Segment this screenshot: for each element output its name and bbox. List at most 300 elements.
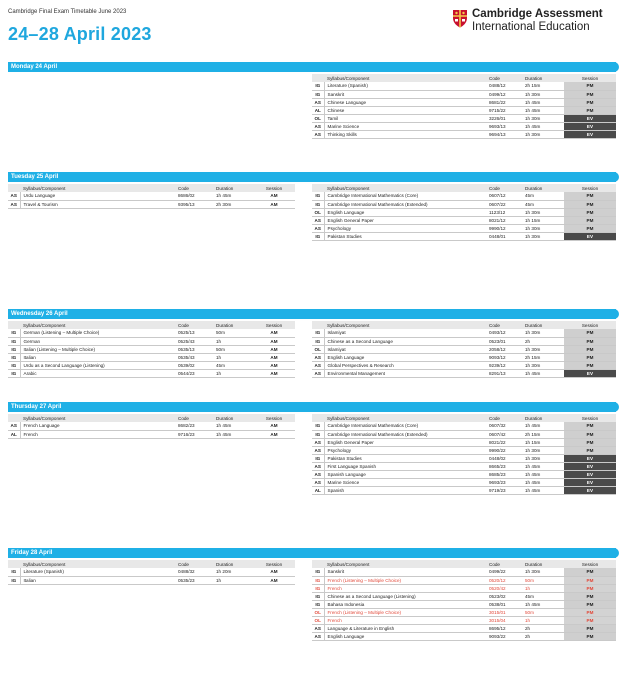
- level-cell: OL: [312, 608, 324, 616]
- level-cell: IG: [312, 584, 324, 592]
- duration-cell: 2h 15m: [522, 353, 564, 361]
- syllabus-cell: First Language Spanish: [324, 462, 486, 470]
- syllabus-cell: Psychology: [324, 446, 486, 454]
- syllabus-cell: Bahasa Indonesia: [324, 600, 486, 608]
- code-header: Code: [486, 560, 522, 568]
- day-section: [8, 548, 616, 639]
- syllabus-header: Syllabus/Component: [20, 321, 175, 329]
- code-cell: 0607/42: [486, 430, 522, 438]
- syllabus-header: Syllabus/Component: [20, 184, 175, 192]
- code-cell: 0488/12: [486, 82, 522, 90]
- level-cell: IG: [312, 592, 324, 600]
- table-row: [312, 454, 616, 462]
- duration-cell: 1h: [522, 584, 564, 592]
- syllabus-cell: Cambridge International Mathematics (Core): [324, 422, 486, 430]
- timetable-left: [8, 560, 295, 585]
- syllabus-cell: Italian (Listening – Multiple Choice): [20, 345, 175, 353]
- syllabus-cell: Cambridge International Mathematics (Extended): [324, 430, 486, 438]
- code-cell: 0493/12: [486, 329, 522, 337]
- code-cell: 3015/04: [486, 616, 522, 624]
- syllabus-cell: Cambridge International Mathematics (Core): [324, 192, 486, 200]
- code-cell: 9693/13: [486, 122, 522, 130]
- session-cell: EV: [564, 232, 616, 240]
- session-cell: PM: [564, 98, 616, 106]
- duration-cell: 1h 45m: [522, 98, 564, 106]
- crest-icon: [452, 9, 468, 28]
- level-cell: OL: [312, 616, 324, 624]
- duration-cell: 1h 45m: [522, 600, 564, 608]
- session-cell: AM: [253, 329, 295, 337]
- table-row: [312, 584, 616, 592]
- level-cell: IG: [312, 422, 324, 430]
- level-cell: AS: [8, 422, 20, 430]
- level-cell: AS: [8, 192, 20, 200]
- timetable-left: [8, 321, 295, 378]
- syllabus-cell: Psychology: [324, 224, 486, 232]
- syllabus-cell: French: [324, 584, 486, 592]
- logo-line2: International Education: [472, 20, 590, 33]
- level-cell: IG: [312, 576, 324, 584]
- table-row: [312, 568, 616, 576]
- session-cell: PM: [564, 353, 616, 361]
- session-cell: EV: [564, 114, 616, 122]
- code-cell: 9694/13: [486, 130, 522, 138]
- duration-cell: 50m: [213, 345, 253, 353]
- level-header: [8, 560, 20, 568]
- level-cell: AS: [312, 478, 324, 486]
- table-row: [312, 353, 616, 361]
- syllabus-cell: Marine Science: [324, 122, 486, 130]
- duration-header: Duration: [522, 74, 564, 82]
- code-cell: 9093/12: [486, 353, 522, 361]
- code-cell: 0607/22: [486, 200, 522, 208]
- table-row: [312, 430, 616, 438]
- level-cell: AS: [312, 369, 324, 377]
- table-row: [312, 82, 616, 90]
- syllabus-cell: Cambridge International Mathematics (Extended): [324, 200, 486, 208]
- table-row: [312, 624, 616, 632]
- table-row: [312, 329, 616, 337]
- duration-cell: 2h 15m: [522, 82, 564, 90]
- code-cell: 9990/22: [486, 446, 522, 454]
- session-cell: AM: [253, 353, 295, 361]
- level-cell: OL: [312, 114, 324, 122]
- session-cell: PM: [564, 216, 616, 224]
- duration-cell: 1h 30m: [522, 361, 564, 369]
- code-cell: 0607/12: [486, 192, 522, 200]
- level-cell: IG: [312, 600, 324, 608]
- table-header: [8, 321, 295, 329]
- syllabus-header: Syllabus/Component: [324, 321, 486, 329]
- duration-cell: 1h 30m: [522, 208, 564, 216]
- table-row: [8, 200, 295, 208]
- level-cell: OL: [312, 345, 324, 353]
- level-cell: AL: [8, 430, 20, 438]
- duration-header: Duration: [213, 560, 253, 568]
- table-row: [312, 345, 616, 353]
- level-header: [312, 74, 324, 82]
- duration-cell: 1h 45m: [522, 106, 564, 114]
- syllabus-cell: German: [20, 337, 175, 345]
- duration-cell: 45m: [213, 361, 253, 369]
- session-cell: AM: [253, 422, 295, 430]
- duration-cell: 1h 30m: [522, 232, 564, 240]
- timetable-right: [312, 560, 616, 641]
- code-cell: 8021/22: [486, 438, 522, 446]
- table-header: [312, 321, 616, 329]
- table-row: [312, 422, 616, 430]
- session-header: Session: [253, 414, 295, 422]
- duration-cell: 1h 45m: [522, 369, 564, 377]
- code-cell: 0535/23: [175, 576, 213, 584]
- level-cell: AS: [312, 624, 324, 632]
- session-cell: PM: [564, 584, 616, 592]
- table-row: [312, 224, 616, 232]
- session-cell: PM: [564, 422, 616, 430]
- table-row: [312, 600, 616, 608]
- session-cell: PM: [564, 200, 616, 208]
- table-row: [312, 232, 616, 240]
- timetable-right: [312, 184, 616, 241]
- duration-cell: 50m: [522, 608, 564, 616]
- level-cell: IG: [312, 337, 324, 345]
- duration-cell: 1h 30m: [522, 90, 564, 98]
- level-header: [312, 414, 324, 422]
- syllabus-cell: French Language: [20, 422, 175, 430]
- code-cell: 0535/13: [175, 345, 213, 353]
- session-cell: AM: [253, 200, 295, 208]
- table-row: [8, 361, 295, 369]
- code-cell: 9093/22: [486, 632, 522, 640]
- code-cell: 0488/32: [175, 568, 213, 576]
- table-row: [312, 608, 616, 616]
- syllabus-cell: French (Listening – Multiple Choice): [324, 576, 486, 584]
- syllabus-cell: English General Paper: [324, 216, 486, 224]
- syllabus-header: Syllabus/Component: [324, 560, 486, 568]
- timetable-left: [8, 184, 295, 209]
- duration-cell: 1h 30m: [522, 224, 564, 232]
- code-cell: 9715/22: [486, 106, 522, 114]
- level-cell: AS: [312, 216, 324, 224]
- duration-header: Duration: [213, 414, 253, 422]
- syllabus-cell: Chinese as a Second Language (Listening): [324, 592, 486, 600]
- level-cell: AS: [312, 122, 324, 130]
- doc-subtitle: Cambridge Final Exam Timetable June 2023: [8, 9, 127, 15]
- session-cell: AM: [253, 345, 295, 353]
- cambridge-logo: [452, 9, 603, 33]
- session-header: Session: [253, 560, 295, 568]
- duration-cell: 1h: [213, 337, 253, 345]
- code-cell: 1123/12: [486, 208, 522, 216]
- level-header: [312, 560, 324, 568]
- level-cell: IG: [312, 329, 324, 337]
- table-row: [312, 130, 616, 138]
- session-header: Session: [564, 321, 616, 329]
- code-cell: 2058/12: [486, 345, 522, 353]
- session-cell: PM: [564, 329, 616, 337]
- syllabus-cell: Language & Literature in English: [324, 624, 486, 632]
- duration-cell: 2h 15m: [522, 430, 564, 438]
- table-row: [312, 470, 616, 478]
- level-cell: AS: [312, 361, 324, 369]
- code-cell: 0520/12: [486, 576, 522, 584]
- syllabus-cell: English General Paper: [324, 438, 486, 446]
- level-cell: IG: [312, 430, 324, 438]
- syllabus-cell: French (Listening – Multiple Choice): [324, 608, 486, 616]
- level-cell: IG: [8, 329, 20, 337]
- duration-cell: 45m: [522, 192, 564, 200]
- level-cell: AS: [312, 462, 324, 470]
- logo-line1: Cambridge Assessment: [472, 8, 603, 20]
- code-header: Code: [175, 414, 213, 422]
- syllabus-cell: Literature (Spanish): [324, 82, 486, 90]
- session-cell: PM: [564, 592, 616, 600]
- session-cell: PM: [564, 208, 616, 216]
- syllabus-cell: French: [20, 430, 175, 438]
- syllabus-cell: Pakistan Studies: [324, 232, 486, 240]
- syllabus-header: Syllabus/Component: [20, 560, 175, 568]
- code-cell: 0607/32: [486, 422, 522, 430]
- session-cell: PM: [564, 90, 616, 98]
- duration-cell: 1h: [213, 576, 253, 584]
- session-cell: PM: [564, 608, 616, 616]
- table-row: [312, 616, 616, 624]
- session-cell: PM: [564, 361, 616, 369]
- timetable-right: [312, 321, 616, 378]
- syllabus-header: Syllabus/Component: [20, 414, 175, 422]
- syllabus-cell: English Language: [324, 632, 486, 640]
- table-row: [312, 361, 616, 369]
- duration-header: Duration: [522, 321, 564, 329]
- duration-cell: 1h: [522, 616, 564, 624]
- code-cell: 8695/12: [486, 624, 522, 632]
- code-cell: 0544/23: [175, 369, 213, 377]
- syllabus-cell: English Language: [324, 353, 486, 361]
- level-cell: IG: [312, 82, 324, 90]
- session-cell: PM: [564, 600, 616, 608]
- table-row: [312, 216, 616, 224]
- code-cell: 0448/02: [486, 454, 522, 462]
- level-cell: AS: [8, 200, 20, 208]
- level-cell: AS: [312, 632, 324, 640]
- level-cell: IG: [8, 361, 20, 369]
- duration-cell: 1h 45m: [522, 122, 564, 130]
- session-cell: PM: [564, 106, 616, 114]
- duration-cell: 2h: [522, 337, 564, 345]
- table-row: [312, 122, 616, 130]
- session-header: Session: [564, 414, 616, 422]
- code-cell: 9395/13: [175, 200, 213, 208]
- code-cell: 0523/01: [486, 337, 522, 345]
- syllabus-cell: Sanskrit: [324, 90, 486, 98]
- table-row: [8, 353, 295, 361]
- syllabus-cell: Pakistan Studies: [324, 454, 486, 462]
- level-cell: AS: [312, 98, 324, 106]
- table-row: [312, 592, 616, 600]
- session-cell: EV: [564, 478, 616, 486]
- duration-header: Duration: [213, 321, 253, 329]
- duration-cell: 2h 30m: [213, 200, 253, 208]
- timetable-left: [8, 414, 295, 439]
- session-header: Session: [564, 74, 616, 82]
- syllabus-cell: Thinking Skills: [324, 130, 486, 138]
- table-row: [312, 446, 616, 454]
- session-cell: PM: [564, 438, 616, 446]
- code-cell: 0525/43: [175, 337, 213, 345]
- level-cell: AS: [312, 353, 324, 361]
- duration-cell: 1h 45m: [522, 462, 564, 470]
- syllabus-cell: Italian: [20, 353, 175, 361]
- level-cell: IG: [8, 353, 20, 361]
- table-row: [8, 576, 295, 584]
- table-row: [312, 462, 616, 470]
- code-cell: 9990/12: [486, 224, 522, 232]
- session-cell: PM: [564, 446, 616, 454]
- level-cell: IG: [8, 568, 20, 576]
- code-cell: 9693/23: [486, 478, 522, 486]
- session-cell: PM: [564, 624, 616, 632]
- day-section: [8, 172, 616, 239]
- session-cell: AM: [253, 192, 295, 200]
- code-cell: 8021/12: [486, 216, 522, 224]
- table-row: [8, 430, 295, 438]
- table-row: [312, 486, 616, 494]
- syllabus-cell: French: [324, 616, 486, 624]
- table-row: [312, 200, 616, 208]
- session-cell: EV: [564, 122, 616, 130]
- code-cell: 0539/02: [175, 361, 213, 369]
- level-cell: AS: [312, 438, 324, 446]
- session-cell: EV: [564, 486, 616, 494]
- table-row: [8, 345, 295, 353]
- duration-cell: 1h 45m: [522, 486, 564, 494]
- table-row: [8, 568, 295, 576]
- code-cell: 8686/02: [175, 192, 213, 200]
- duration-cell: 1h 30m: [522, 454, 564, 462]
- duration-header: Duration: [522, 414, 564, 422]
- session-cell: PM: [564, 345, 616, 353]
- syllabus-cell: Global Perspectives & Research: [324, 361, 486, 369]
- level-cell: AS: [312, 446, 324, 454]
- day-section: [8, 309, 616, 376]
- syllabus-cell: Italian: [20, 576, 175, 584]
- syllabus-cell: Sanskrit: [324, 568, 486, 576]
- session-cell: AM: [253, 369, 295, 377]
- level-cell: AS: [312, 224, 324, 232]
- session-cell: AM: [253, 430, 295, 438]
- syllabus-cell: Travel & Tourism: [20, 200, 175, 208]
- table-header: [312, 74, 616, 82]
- table-row: [312, 337, 616, 345]
- duration-cell: 1h: [213, 353, 253, 361]
- syllabus-cell: Marine Science: [324, 478, 486, 486]
- level-cell: IG: [312, 200, 324, 208]
- code-cell: 3015/01: [486, 608, 522, 616]
- session-header: Session: [564, 184, 616, 192]
- syllabus-cell: Chinese as a Second Language: [324, 337, 486, 345]
- code-cell: 0523/02: [486, 592, 522, 600]
- session-cell: PM: [564, 337, 616, 345]
- day-section: [8, 402, 616, 493]
- syllabus-header: Syllabus/Component: [324, 74, 486, 82]
- session-cell: PM: [564, 224, 616, 232]
- table-row: [312, 576, 616, 584]
- table-row: [312, 114, 616, 122]
- table-row: [312, 369, 616, 377]
- duration-cell: 1h 30m: [522, 130, 564, 138]
- syllabus-cell: English Language: [324, 208, 486, 216]
- day-header: Friday 28 April: [8, 548, 616, 558]
- duration-cell: 1h 20m: [213, 568, 253, 576]
- timetable-right: [312, 414, 616, 495]
- level-cell: AS: [312, 130, 324, 138]
- session-cell: AM: [253, 337, 295, 345]
- session-header: Session: [564, 560, 616, 568]
- session-cell: PM: [564, 616, 616, 624]
- duration-cell: 1h 30m: [522, 329, 564, 337]
- code-cell: 3226/01: [486, 114, 522, 122]
- duration-cell: 45m: [522, 592, 564, 600]
- session-cell: AM: [253, 568, 295, 576]
- session-cell: EV: [564, 462, 616, 470]
- code-cell: 8685/23: [486, 470, 522, 478]
- table-row: [312, 438, 616, 446]
- duration-cell: 1h 45m: [213, 422, 253, 430]
- day-section: [8, 62, 616, 137]
- code-header: Code: [175, 184, 213, 192]
- code-cell: 8681/22: [486, 98, 522, 106]
- day-header: Wednesday 26 April: [8, 309, 616, 319]
- duration-cell: 1h 15m: [522, 438, 564, 446]
- code-header: Code: [486, 74, 522, 82]
- duration-cell: 1h 45m: [213, 192, 253, 200]
- syllabus-cell: Spanish: [324, 486, 486, 494]
- session-cell: EV: [564, 369, 616, 377]
- level-cell: AL: [312, 486, 324, 494]
- syllabus-cell: Urdu Language: [20, 192, 175, 200]
- duration-cell: 45m: [522, 200, 564, 208]
- duration-cell: 1h 45m: [522, 422, 564, 430]
- level-header: [312, 184, 324, 192]
- level-header: [312, 321, 324, 329]
- syllabus-cell: Chinese Language: [324, 98, 486, 106]
- code-cell: 8665/23: [486, 462, 522, 470]
- code-header: Code: [486, 184, 522, 192]
- table-row: [312, 192, 616, 200]
- level-cell: IG: [8, 345, 20, 353]
- session-header: Session: [253, 321, 295, 329]
- duration-header: Duration: [522, 184, 564, 192]
- duration-cell: 1h 15m: [522, 216, 564, 224]
- day-header: Thursday 27 April: [8, 402, 616, 412]
- syllabus-header: Syllabus/Component: [324, 184, 486, 192]
- table-row: [8, 192, 295, 200]
- table-header: [8, 414, 295, 422]
- duration-header: Duration: [213, 184, 253, 192]
- duration-cell: 1h 30m: [522, 568, 564, 576]
- syllabus-cell: Tamil: [324, 114, 486, 122]
- syllabus-cell: Islamiyat: [324, 345, 486, 353]
- duration-cell: 1h 30m: [522, 114, 564, 122]
- duration-cell: 1h: [213, 369, 253, 377]
- table-header: [8, 184, 295, 192]
- duration-cell: 1h 45m: [522, 470, 564, 478]
- table-header: [312, 184, 616, 192]
- code-cell: 0535/43: [175, 353, 213, 361]
- level-cell: IG: [312, 568, 324, 576]
- table-row: [8, 369, 295, 377]
- session-cell: AM: [253, 361, 295, 369]
